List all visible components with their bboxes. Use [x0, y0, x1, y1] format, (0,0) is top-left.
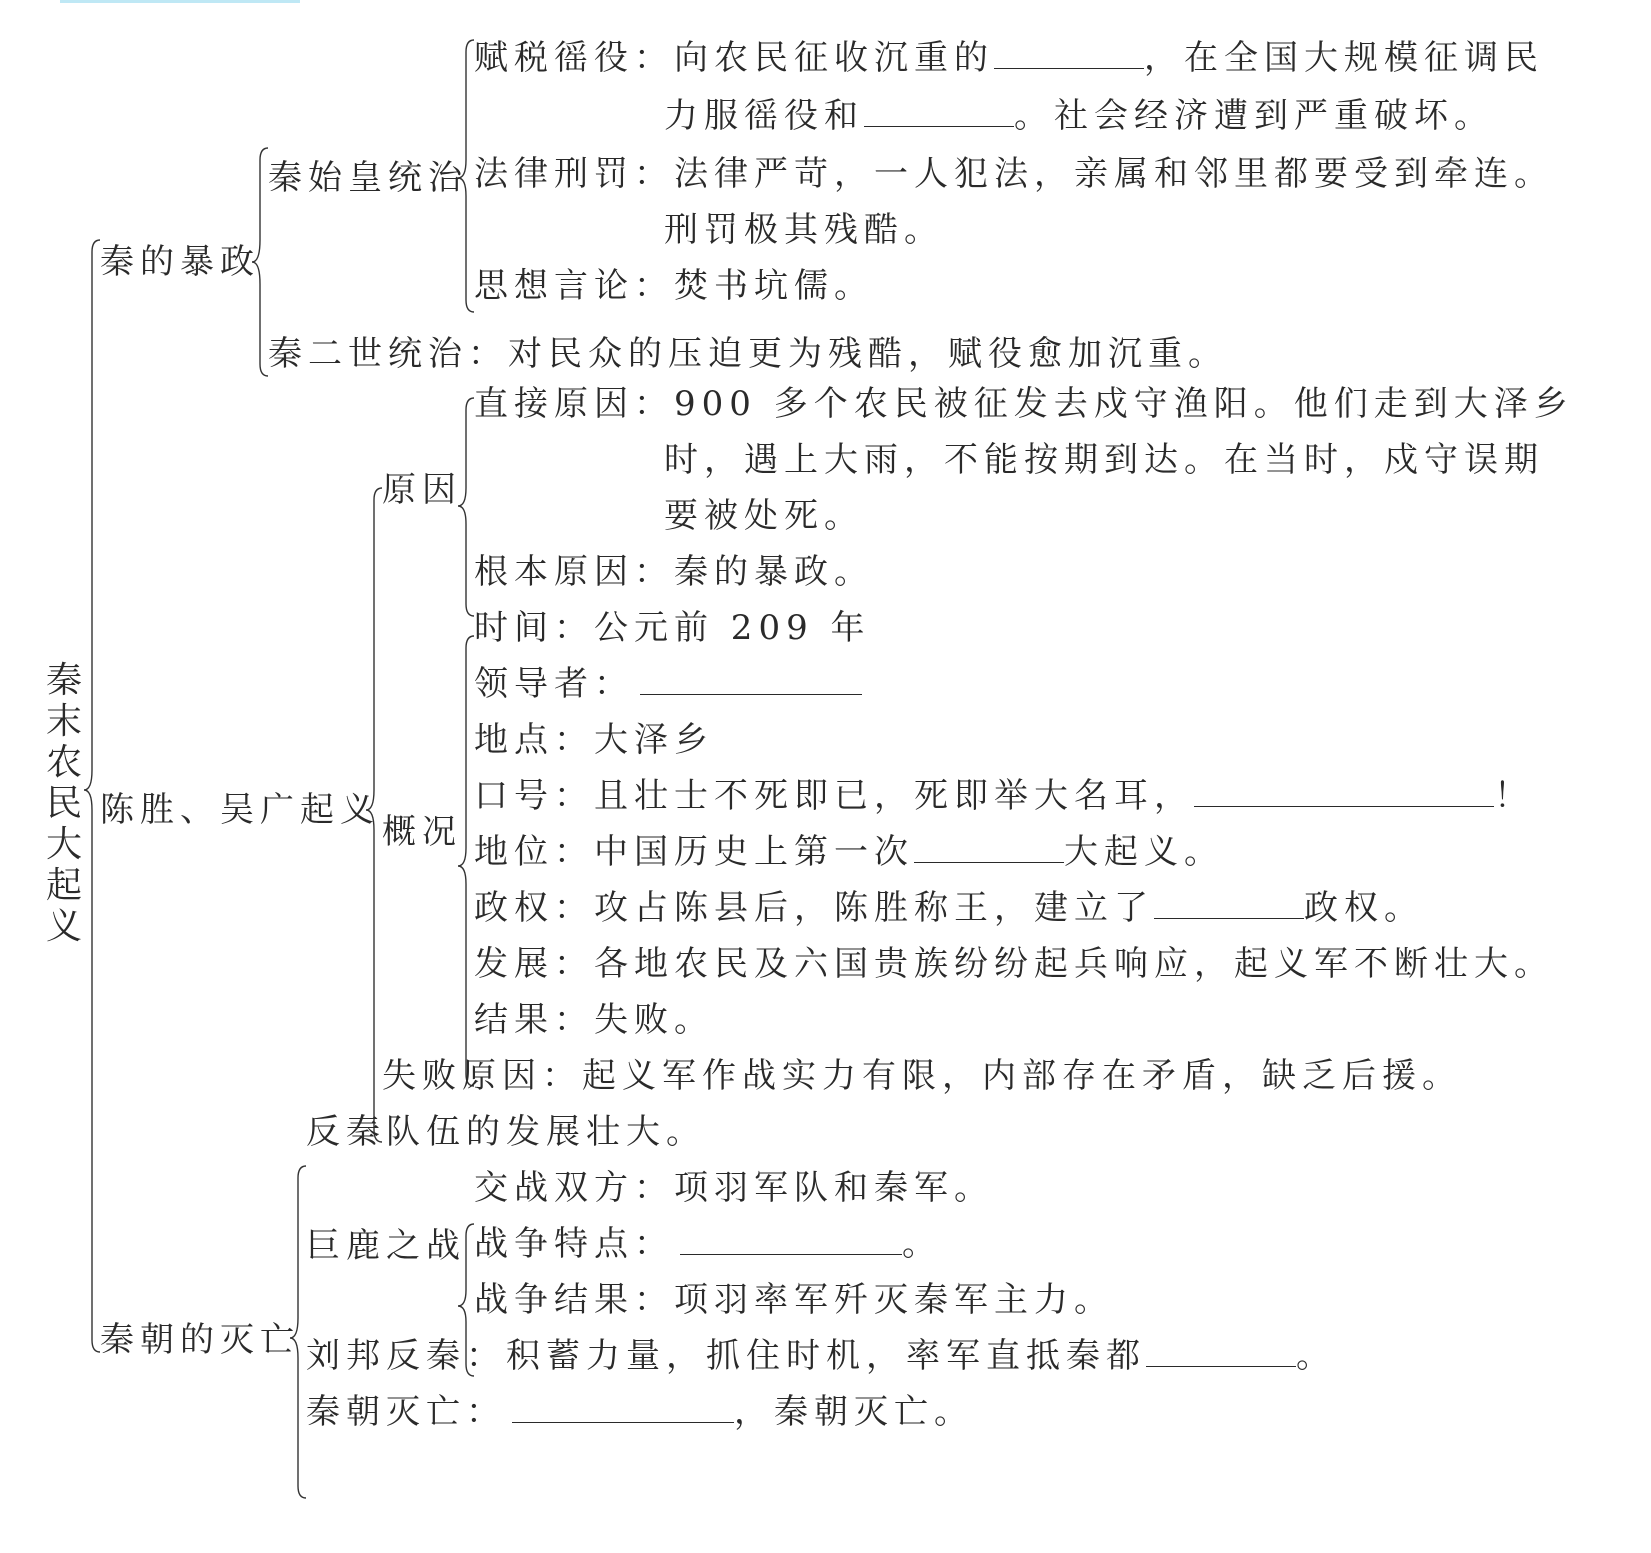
tax-row-2: [664, 96, 1494, 136]
regime-text-a: 攻占陈县后，陈胜称王，建立了: [594, 888, 1154, 928]
liubang-row: [306, 1336, 1336, 1376]
direct-cause-text: 900 多个农民被征发去戍守渔阳。他们走到大泽乡: [674, 384, 1574, 424]
fail-row: [382, 1056, 1462, 1096]
development-row: [474, 944, 1554, 984]
node-fall-of-qin: 秦朝的灭亡: [100, 1320, 300, 1360]
tax-row: [474, 38, 1544, 78]
direct-cause-row-2: 时，遇上大雨，不能按期到达。在当时，戍守误期: [664, 440, 1544, 480]
node-chen-wu-uprising: 陈胜、吴广起义: [100, 790, 380, 830]
direct-cause-row-3: 要被处死。: [664, 496, 864, 536]
blank-military-service[interactable]: [864, 100, 1014, 127]
root-cause-label: 根本原因：: [474, 552, 674, 592]
status-row: [474, 832, 1224, 872]
slogan-row: [474, 776, 1534, 816]
thought-row: [474, 266, 874, 306]
feature-row: [474, 1224, 942, 1264]
blank-leader[interactable]: [640, 668, 862, 695]
development-label: 发展：: [474, 944, 594, 984]
node-julu-battle: 巨鹿之战: [306, 1226, 466, 1266]
outcome-text: 项羽率军歼灭秦军主力。: [674, 1280, 1114, 1320]
sides-label: 交战双方：: [474, 1168, 674, 1208]
place-row: [474, 720, 714, 760]
leader-row: [474, 664, 862, 704]
regime-label: 政权：: [474, 888, 594, 928]
fail-label: 失败原因：: [382, 1056, 582, 1096]
blank-feature[interactable]: [680, 1228, 902, 1255]
second-emperor-text: 对民众的压迫更为残酷，赋役愈加沉重。: [508, 334, 1228, 374]
node-overview: 概况: [382, 812, 462, 852]
slogan-end: ！: [1494, 776, 1534, 816]
qin-end-text: ，秦朝灭亡。: [734, 1392, 974, 1432]
growth-row: 反秦队伍的发展壮大。: [306, 1112, 706, 1152]
blank-capital[interactable]: [1146, 1340, 1296, 1367]
time-text: 公元前 209 年: [594, 608, 871, 648]
tax-text-a: 向农民征收沉重的: [674, 38, 994, 78]
result-text: 失败。: [594, 1000, 714, 1040]
leader-label: 领导者：: [474, 664, 634, 704]
law-row-2: 刑罚极其残酷。: [664, 210, 944, 250]
direct-cause-row: [474, 384, 1574, 424]
tax-text-d: 。社会经济遭到严重破坏。: [1014, 96, 1494, 136]
blank-qin-end[interactable]: [512, 1396, 734, 1423]
feature-label: 战争特点：: [474, 1224, 674, 1264]
feature-end: 。: [902, 1224, 942, 1264]
status-text-b: 大起义。: [1064, 832, 1224, 872]
status-label: 地位：: [474, 832, 594, 872]
tax-label: 赋税徭役：: [474, 38, 674, 78]
sides-row: [474, 1168, 994, 1208]
law-row: [474, 154, 1554, 194]
second-emperor-row: [268, 334, 1228, 374]
qin-end-label: 秦朝灭亡：: [306, 1392, 506, 1432]
slogan-text: 且壮士不死即已，死即举大名耳，: [594, 776, 1194, 816]
node-first-emperor: 秦始皇统治: [268, 158, 468, 198]
tax-text-b: ，在全国大规模征调民: [1144, 38, 1544, 78]
time-row: [474, 608, 871, 648]
node-cause: 原因: [382, 470, 462, 510]
second-emperor-label: 秦二世统治：: [268, 334, 508, 374]
result-label: 结果：: [474, 1000, 594, 1040]
fail-text: 起义军作战实力有限，内部存在矛盾，缺乏后援。: [582, 1056, 1462, 1096]
liubang-end: 。: [1296, 1336, 1336, 1376]
law-label: 法律刑罚：: [474, 154, 674, 194]
root-brace: [84, 240, 100, 1352]
place-text: 大泽乡: [594, 720, 714, 760]
thought-label: 思想言论：: [474, 266, 674, 306]
place-label: 地点：: [474, 720, 594, 760]
regime-row: [474, 888, 1424, 928]
time-label: 时间：: [474, 608, 594, 648]
root-cause-row: [474, 552, 874, 592]
blank-slogan[interactable]: [1194, 780, 1494, 807]
blank-status[interactable]: [914, 836, 1064, 863]
direct-cause-label: 直接原因：: [474, 384, 674, 424]
status-text-a: 中国历史上第一次: [594, 832, 914, 872]
law-text: 法律严苛，一人犯法，亲属和邻里都要受到牵连。: [674, 154, 1554, 194]
result-row: [474, 1000, 714, 1040]
overview-brace: [458, 636, 474, 1086]
slogan-label: 口号：: [474, 776, 594, 816]
root-title: 秦末农民大起义: [45, 660, 82, 947]
liubang-label: 刘邦反秦：: [306, 1336, 506, 1376]
node-qin-tyranny: 秦的暴政: [100, 242, 260, 282]
thought-text: 焚书坑儒。: [674, 266, 874, 306]
blank-regime[interactable]: [1154, 892, 1304, 919]
outcome-row: [474, 1280, 1114, 1320]
root-cause-text: 秦的暴政。: [674, 552, 874, 592]
regime-text-b: 政权。: [1304, 888, 1424, 928]
outcome-label: 战争结果：: [474, 1280, 674, 1320]
tax-text-c: 力服徭役和: [664, 96, 864, 136]
sides-text: 项羽军队和秦军。: [674, 1168, 994, 1208]
blank-heavy-tax[interactable]: [994, 42, 1144, 69]
development-text: 各地农民及六国贵族纷纷起兵响应，起义军不断壮大。: [594, 944, 1554, 984]
liubang-text: 积蓄力量，抓住时机，率军直抵秦都: [506, 1336, 1146, 1376]
qin-end-row: [306, 1392, 974, 1432]
